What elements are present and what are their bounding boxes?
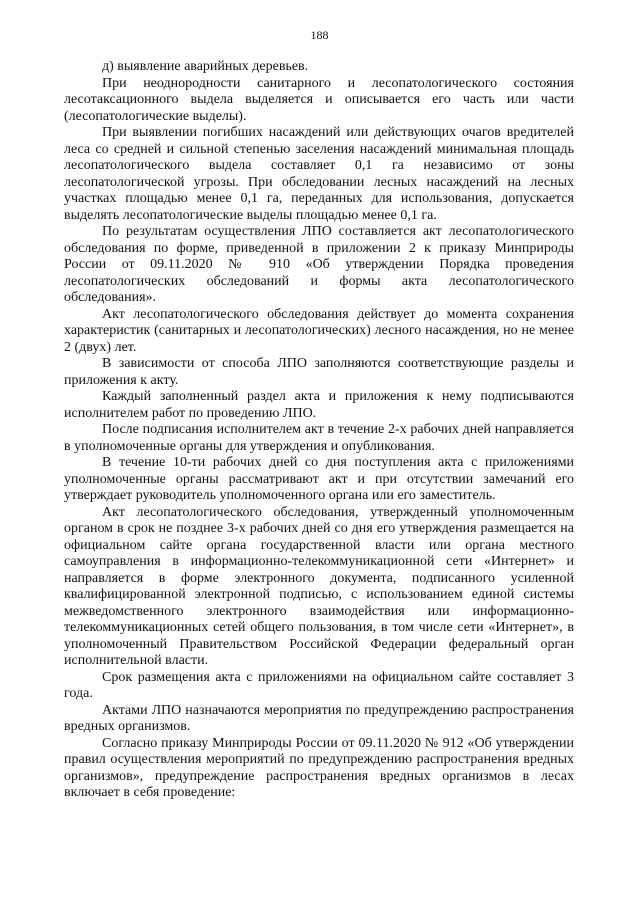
body-text bbox=[64, 59, 574, 802]
paragraph: В зависимости от способа ЛПО заполняются соответствующие разделы и приложения к акту. bbox=[64, 356, 574, 388]
paragraph: Согласно приказу Минприроды России от 09.11.2020 № 912 «Об утверждении правил осуществления мероприятий по предупреждению распространения вредных организмов», предупреждение распространения вредных организмов в лесах включает в себя проведение: bbox=[64, 735, 574, 800]
page-number: 188 bbox=[310, 28, 329, 42]
paragraph: По результатам осуществления ЛПО составляется акт лесопатологического обследования по форме, приведенной в приложении 2 к приказу Минприроды России от 09.11.2020 № 910 «Об утверждении Порядка проведения лесопатологических обследований и формы акта лесопатологического обследования». bbox=[64, 224, 574, 305]
paragraph: При неоднородности санитарного и лесопатологического состояния лесотаксационного выдела выделяется и описывается его часть или части (лесопатологические выделы). bbox=[64, 75, 574, 124]
paragraph: После подписания исполнителем акт в течение 2-х рабочих дней направляется в уполномоченные органы для утверждения и опубликования. bbox=[64, 422, 574, 454]
paragraph: В течение 10-ти рабочих дней со дня поступления акта с приложениями уполномоченные органы рассматривают акт и при отсутствии замечаний его утверждает руководитель уполномоченного органа или его заместитель. bbox=[64, 455, 574, 503]
paragraph: Акт лесопатологического обследования, утвержденный уполномоченным органом в срок не позднее 3-х рабочих дней со дня его утверждения размещается на официальном сайте органа государственной власти или органа местного самоуправления в информационно-телекоммуникационной сети «Интернет» и направляется в форме электронного документа, подписанного усиленной квалифицированной электронной подписью, с использованием единой системы межведомственного электронного взаимодействия или информационно-телекоммуникационных сетей общего пользования, в том числе сети «Интернет», в уполномоченный Правительством Российской Федерации федеральный орган исполнительной власти. bbox=[64, 504, 574, 668]
paragraph: д) выявление аварийных деревьев. bbox=[102, 59, 309, 74]
paragraph: Актами ЛПО назначаются мероприятия по предупреждению распространения вредных организмов. bbox=[64, 702, 574, 734]
paragraph: При выявлении погибших насаждений или действующих очагов вредителей леса со средней и сильной степенью заселения насаждений минимальная площадь лесопатологического выдела составляет 0,1 га независимо от зоны лесопатологической угрозы. При обследовании лесных насаждений на лесных участках площадью менее 0,1 га, переданных для использования, допускается выделять лесопатологические выделы площадью менее 0,1 га. bbox=[64, 125, 574, 223]
paragraph: Каждый заполненный раздел акта и приложения к нему подписываются исполнителем работ по проведению ЛПО. bbox=[64, 389, 574, 421]
paragraph: Срок размещения акта с приложениями на официальном сайте составляет 3 года. bbox=[64, 669, 574, 701]
paragraph: Акт лесопатологического обследования действует до момента сохранения характеристик (санитарных и лесопатологических) лесного насаждения, но не менее 2 (двух) лет. bbox=[64, 306, 574, 355]
